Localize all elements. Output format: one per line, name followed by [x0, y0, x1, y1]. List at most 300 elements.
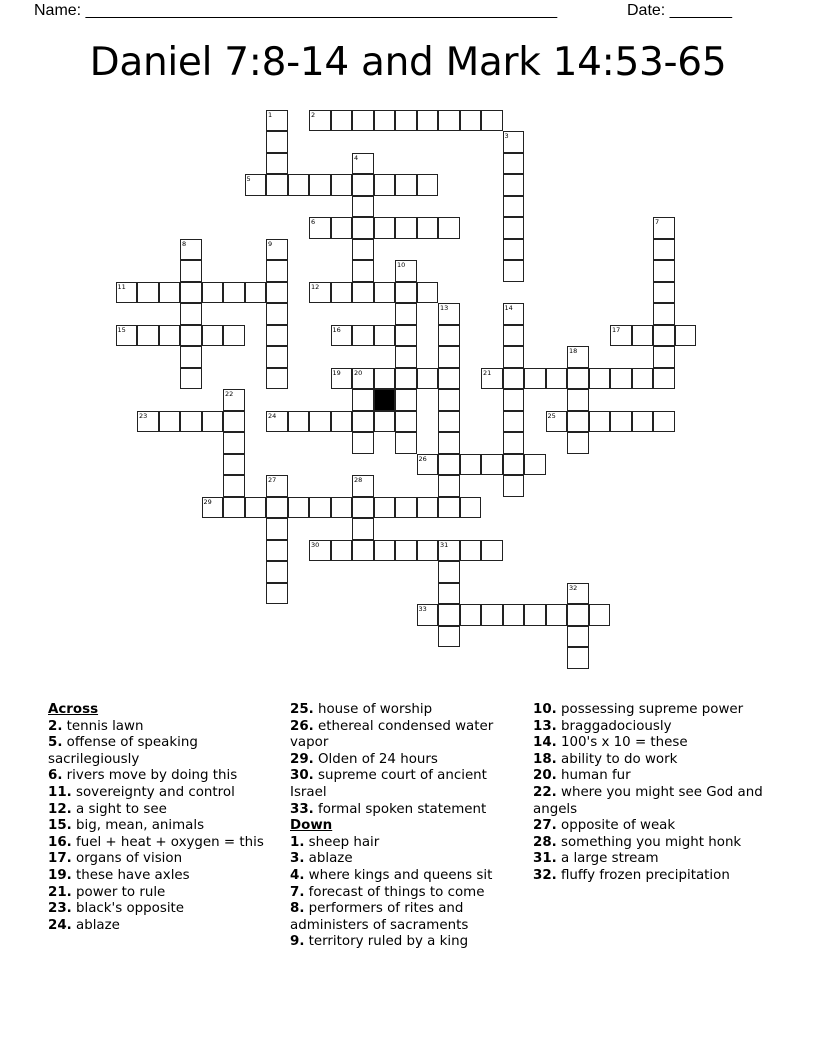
clue: [533, 835, 773, 852]
grid-cell[interactable]: [288, 174, 310, 196]
cell-number: 20: [354, 368, 363, 377]
grid-cell[interactable]: [417, 368, 439, 390]
down-heading: Down: [290, 818, 333, 834]
grid-cell[interactable]: [374, 325, 396, 347]
grid-cell[interactable]: [653, 303, 675, 325]
grid-cell[interactable]: [352, 540, 374, 562]
grid-cell[interactable]: [352, 368, 374, 390]
cell-number: 4: [354, 153, 359, 162]
grid-cell[interactable]: [417, 454, 439, 476]
grid-cell[interactable]: [503, 131, 525, 153]
grid-cell[interactable]: [460, 540, 482, 562]
grid-cell[interactable]: [266, 497, 288, 519]
grid-cell[interactable]: [352, 497, 374, 519]
clue-text: supreme court of ancient Israel: [290, 768, 487, 800]
clue: [290, 719, 526, 752]
clue: [290, 885, 526, 902]
grid-cell[interactable]: [438, 346, 460, 368]
grid-cell[interactable]: [374, 282, 396, 304]
clue-number: 20.: [533, 768, 557, 784]
cell-number: 33: [418, 605, 427, 613]
cell-number: 19: [332, 368, 341, 377]
cell-number: 27: [268, 476, 277, 484]
grid-cell[interactable]: [567, 604, 589, 626]
clue-text: fuel + heat + oxygen = this: [76, 834, 264, 850]
grid-cell[interactable]: [395, 432, 417, 454]
grid-cell[interactable]: [503, 454, 525, 476]
cell-number: 32: [569, 583, 578, 592]
grid-cell[interactable]: [331, 497, 353, 519]
grid-cell[interactable]: [438, 389, 460, 411]
grid-cell[interactable]: [653, 217, 675, 239]
grid-cell[interactable]: [266, 561, 288, 583]
grid-cell[interactable]: [288, 497, 310, 519]
grid-cell[interactable]: [159, 411, 181, 433]
grid-cell[interactable]: [395, 497, 417, 519]
name-label: Name:: [34, 2, 82, 19]
clue-number: 8.: [290, 901, 305, 917]
clue-number: 24.: [48, 917, 72, 933]
grid-cell[interactable]: [438, 454, 460, 476]
grid-cell[interactable]: [438, 475, 460, 497]
grid-cell[interactable]: [567, 432, 589, 454]
clue: [290, 868, 526, 885]
grid-cell[interactable]: [417, 282, 439, 304]
grid-cell[interactable]: [223, 282, 245, 304]
clue: [533, 785, 773, 818]
grid-cell[interactable]: [331, 540, 353, 562]
grid-cell[interactable]: [352, 475, 374, 497]
grid-cell[interactable]: [481, 540, 503, 562]
grid-cell[interactable]: [352, 196, 374, 218]
clue-text: a sight to see: [76, 801, 167, 817]
grid-cell[interactable]: [417, 540, 439, 562]
cell-number: 18: [569, 347, 578, 355]
grid-cell[interactable]: [438, 626, 460, 648]
grid-cell[interactable]: [567, 411, 589, 433]
grid-cell[interactable]: [352, 411, 374, 433]
grid-cell[interactable]: [653, 346, 675, 368]
clue-number: 30.: [290, 768, 314, 784]
grid-cell[interactable]: [266, 174, 288, 196]
grid-cell[interactable]: [503, 411, 525, 433]
clue: [48, 885, 286, 902]
grid-cell[interactable]: [503, 196, 525, 218]
grid-cell[interactable]: [653, 411, 675, 433]
clue-number: 13.: [533, 718, 557, 734]
grid-cell[interactable]: [159, 282, 181, 304]
date-blank: _______: [669, 2, 732, 19]
grid-cell[interactable]: [352, 282, 374, 304]
grid-cell[interactable]: [653, 368, 675, 390]
grid-cell[interactable]: [352, 325, 374, 347]
grid-cell[interactable]: [395, 346, 417, 368]
grid-cell[interactable]: [438, 561, 460, 583]
cell-number: 14: [504, 304, 513, 312]
cell-number: 15: [117, 325, 126, 334]
grid-cell[interactable]: [223, 475, 245, 497]
grid-cell[interactable]: [589, 368, 611, 390]
grid-cell[interactable]: [331, 217, 353, 239]
clue-text: where you might see God and angels: [533, 784, 763, 817]
grid-cell[interactable]: [653, 325, 675, 347]
grid-cell[interactable]: [223, 389, 245, 411]
clue-text: something you might honk: [561, 834, 742, 850]
clue-number: 7.: [290, 884, 305, 900]
clue-text: performers of rites and administers of sacraments: [290, 901, 469, 933]
grid-cell[interactable]: [374, 174, 396, 196]
clue-text: sovereignty and control: [76, 784, 235, 800]
cell-number: 10: [397, 261, 406, 269]
grid-cell[interactable]: [653, 282, 675, 304]
grid-cell[interactable]: [352, 217, 374, 239]
clue: [533, 735, 773, 752]
clue-number: 15.: [48, 818, 72, 834]
cell-number: 9: [268, 239, 273, 248]
grid-cell[interactable]: [481, 368, 503, 390]
grid-cell[interactable]: [374, 540, 396, 562]
grid-cell[interactable]: [352, 153, 374, 175]
grid-cell[interactable]: [352, 239, 374, 261]
grid-cell[interactable]: [395, 411, 417, 433]
grid-cell[interactable]: [352, 110, 374, 132]
grid-cell[interactable]: [417, 217, 439, 239]
grid-cell[interactable]: [503, 346, 525, 368]
clue-number: 14.: [533, 735, 557, 751]
cell-number: 2: [311, 110, 316, 119]
grid-cell[interactable]: [374, 368, 396, 390]
grid-cell[interactable]: [438, 325, 460, 347]
grid-cell[interactable]: [610, 368, 632, 390]
grid-cell[interactable]: [653, 239, 675, 261]
grid-cell[interactable]: [567, 368, 589, 390]
grid-cell[interactable]: [266, 260, 288, 282]
grid-cell[interactable]: [223, 454, 245, 476]
clue: [290, 934, 526, 951]
clue: [533, 752, 773, 769]
grid-cell[interactable]: [202, 282, 224, 304]
grid-cell[interactable]: [352, 260, 374, 282]
grid-cell[interactable]: [395, 325, 417, 347]
clue-number: 2.: [48, 718, 63, 734]
grid-cell[interactable]: [567, 346, 589, 368]
grid-cell[interactable]: [395, 368, 417, 390]
grid-cell[interactable]: [438, 432, 460, 454]
grid-cell[interactable]: [503, 260, 525, 282]
clue-text: forecast of things to come: [308, 884, 485, 900]
grid-cell[interactable]: [395, 260, 417, 282]
grid-cell[interactable]: [503, 325, 525, 347]
grid-cell[interactable]: [309, 217, 331, 239]
grid-cell[interactable]: [546, 368, 568, 390]
grid-cell[interactable]: [309, 110, 331, 132]
grid-cell[interactable]: [481, 454, 503, 476]
grid-cell[interactable]: [524, 454, 546, 476]
date-label: Date:: [627, 2, 666, 19]
cell-number: 28: [354, 476, 363, 484]
grid-cell[interactable]: [180, 303, 202, 325]
clue-number: 21.: [48, 884, 72, 900]
grid-cell[interactable]: [180, 260, 202, 282]
grid-cell[interactable]: [546, 604, 568, 626]
grid-cell[interactable]: [223, 497, 245, 519]
clue-text: braggadociously: [561, 718, 672, 734]
grid-cell[interactable]: [438, 497, 460, 519]
grid-cell[interactable]: [266, 475, 288, 497]
grid-cell[interactable]: [503, 368, 525, 390]
grid-cell[interactable]: [137, 282, 159, 304]
clue: [48, 735, 286, 768]
grid-cell[interactable]: [653, 260, 675, 282]
grid-cell[interactable]: [632, 325, 654, 347]
grid-cell[interactable]: [202, 411, 224, 433]
clue: [48, 835, 286, 852]
grid-cell[interactable]: [245, 497, 267, 519]
grid-cell[interactable]: [202, 497, 224, 519]
grid-cell[interactable]: [417, 604, 439, 626]
grid-cell[interactable]: [266, 153, 288, 175]
grid-cell[interactable]: [202, 325, 224, 347]
grid-cell[interactable]: [180, 239, 202, 261]
grid-cell[interactable]: [180, 346, 202, 368]
cell-number: 6: [311, 218, 316, 226]
clue-number: 31.: [533, 851, 557, 867]
grid-cell[interactable]: [481, 604, 503, 626]
grid-cell[interactable]: [503, 174, 525, 196]
grid-cell[interactable]: [266, 131, 288, 153]
clue-number: 10.: [533, 702, 557, 717]
grid-cell[interactable]: [309, 497, 331, 519]
clue-number: 16.: [48, 834, 72, 850]
grid-cell[interactable]: [352, 389, 374, 411]
grid-cell[interactable]: [266, 540, 288, 562]
grid-cell[interactable]: [331, 411, 353, 433]
grid-cell[interactable]: [266, 346, 288, 368]
grid-cell[interactable]: [395, 389, 417, 411]
grid-cell[interactable]: [395, 110, 417, 132]
grid-cell[interactable]: [417, 497, 439, 519]
grid-cell[interactable]: [438, 604, 460, 626]
clues-column-3: [533, 702, 773, 885]
grid-cell[interactable]: [395, 282, 417, 304]
grid-cell[interactable]: [309, 411, 331, 433]
grid-cell[interactable]: [180, 368, 202, 390]
grid-cell[interactable]: [524, 604, 546, 626]
clue: [48, 868, 286, 885]
clue-number: 6.: [48, 768, 63, 784]
grid-cell[interactable]: [180, 282, 202, 304]
clue-number: 18.: [533, 751, 557, 767]
grid-cell[interactable]: [460, 604, 482, 626]
grid-cell[interactable]: [438, 303, 460, 325]
grid-cell[interactable]: [374, 411, 396, 433]
clue-text: 100's x 10 = these: [561, 735, 688, 751]
grid-cell[interactable]: [503, 475, 525, 497]
cell-number: 1: [268, 110, 273, 119]
grid-cell[interactable]: [374, 110, 396, 132]
clue: [48, 802, 286, 819]
grid-cell[interactable]: [589, 604, 611, 626]
grid-cell[interactable]: [180, 325, 202, 347]
clue: [533, 768, 773, 785]
grid-cell[interactable]: [632, 411, 654, 433]
grid-cell[interactable]: [481, 110, 503, 132]
cell-number: 29: [203, 497, 212, 506]
clue-text: opposite of weak: [561, 818, 676, 834]
clue-number: 22.: [533, 784, 557, 800]
cell-number: 22: [225, 390, 234, 398]
grid-cell[interactable]: [438, 110, 460, 132]
clue: [533, 818, 773, 835]
cell-number: 24: [268, 411, 277, 420]
grid-cell[interactable]: [503, 432, 525, 454]
clue-text: fluffy frozen precipitation: [561, 867, 730, 883]
grid-cell[interactable]: [223, 411, 245, 433]
grid-cell[interactable]: [116, 282, 138, 304]
grid-cell[interactable]: [116, 325, 138, 347]
cell-number: 25: [547, 411, 556, 420]
clue-text: these have axles: [76, 867, 190, 883]
grid-cell[interactable]: [374, 497, 396, 519]
grid-cell[interactable]: [331, 174, 353, 196]
grid-cell[interactable]: [524, 368, 546, 390]
grid-cell[interactable]: [503, 389, 525, 411]
grid-cell[interactable]: [266, 583, 288, 605]
grid-cell[interactable]: [180, 411, 202, 433]
grid-cell[interactable]: [137, 325, 159, 347]
clue-text: power to rule: [76, 884, 166, 900]
clue-text: rivers move by doing this: [66, 768, 238, 784]
clue: [48, 818, 286, 835]
grid-cell[interactable]: [589, 411, 611, 433]
clue-number: 9.: [290, 934, 305, 950]
clue-text: Olden of 24 hours: [318, 751, 438, 767]
grid-cell[interactable]: [266, 411, 288, 433]
grid-cell[interactable]: [223, 325, 245, 347]
clue-number: 27.: [533, 818, 557, 834]
grid-cell[interactable]: [460, 110, 482, 132]
grid-cell[interactable]: [223, 432, 245, 454]
grid-cell[interactable]: [374, 217, 396, 239]
clue-number: 11.: [48, 784, 72, 800]
grid-cell[interactable]: [438, 368, 460, 390]
grid-cell[interactable]: [417, 174, 439, 196]
clue: [533, 702, 773, 719]
grid-cell[interactable]: [567, 389, 589, 411]
grid-cell[interactable]: [503, 153, 525, 175]
grid-cell[interactable]: [438, 217, 460, 239]
grid-cell[interactable]: [675, 325, 697, 347]
clue-number: 3.: [290, 851, 305, 867]
grid-cell[interactable]: [266, 110, 288, 132]
across-heading: Across: [48, 702, 99, 717]
grid-cell[interactable]: [395, 174, 417, 196]
clue: [48, 768, 286, 785]
grid-cell[interactable]: [309, 174, 331, 196]
grid-cell[interactable]: [610, 411, 632, 433]
grid-cell[interactable]: [567, 583, 589, 605]
grid-cell[interactable]: [266, 518, 288, 540]
grid-cell[interactable]: [352, 174, 374, 196]
grid-cell[interactable]: [331, 110, 353, 132]
grid-cell[interactable]: [610, 325, 632, 347]
cell-number: 12: [311, 282, 320, 291]
clue-text: ablaze: [76, 917, 120, 933]
clue: [290, 851, 526, 868]
grid-cell[interactable]: [503, 303, 525, 325]
clue: [290, 768, 526, 801]
clue-text: where kings and queens sit: [308, 867, 493, 883]
grid-cell[interactable]: [395, 217, 417, 239]
clue-text: human fur: [561, 768, 631, 784]
clue-number: 19.: [48, 867, 72, 883]
grid-cell[interactable]: [438, 411, 460, 433]
clue: [290, 802, 526, 819]
clue: [48, 901, 286, 918]
grid-cell[interactable]: [309, 282, 331, 304]
clue: [290, 752, 526, 769]
grid-cell[interactable]: [352, 432, 374, 454]
clue-text: black's opposite: [76, 901, 185, 917]
grid-cell[interactable]: [417, 110, 439, 132]
clue-number: 12.: [48, 801, 72, 817]
grid-cell[interactable]: [331, 282, 353, 304]
clue-number: 28.: [533, 834, 557, 850]
grid-cell[interactable]: [266, 282, 288, 304]
clue-number: 17.: [48, 851, 72, 867]
clue-text: tennis lawn: [66, 718, 144, 734]
grid-cell[interactable]: [309, 540, 331, 562]
grid-cell[interactable]: [137, 411, 159, 433]
grid-cell[interactable]: [245, 174, 267, 196]
grid-cell[interactable]: [438, 540, 460, 562]
grid-cell[interactable]: [546, 411, 568, 433]
grid-cell[interactable]: [331, 368, 353, 390]
clue: [48, 785, 286, 802]
grid-cell[interactable]: [632, 368, 654, 390]
grid-cell[interactable]: [266, 303, 288, 325]
name-blank: _____________________________________________________: [85, 2, 558, 19]
grid-cell[interactable]: [460, 454, 482, 476]
grid-cell[interactable]: [567, 626, 589, 648]
clue: [48, 719, 286, 736]
clue-text: possessing supreme power: [561, 702, 744, 717]
grid-cell[interactable]: [460, 497, 482, 519]
clue-number: 4.: [290, 867, 305, 883]
grid-cell[interactable]: [503, 239, 525, 261]
grid-cell[interactable]: [288, 411, 310, 433]
grid-cell[interactable]: [395, 540, 417, 562]
grid-cell[interactable]: [567, 647, 589, 669]
grid-cell[interactable]: [159, 325, 181, 347]
grid-cell[interactable]: [266, 325, 288, 347]
cell-number: 13: [440, 304, 449, 312]
grid-cell[interactable]: [503, 604, 525, 626]
grid-cell[interactable]: [503, 217, 525, 239]
cell-number: 31: [440, 540, 449, 549]
grid-cell[interactable]: [266, 239, 288, 261]
grid-cell[interactable]: [245, 282, 267, 304]
clue-text: organs of vision: [76, 851, 183, 867]
grid-cell[interactable]: [395, 303, 417, 325]
grid-cell[interactable]: [266, 368, 288, 390]
grid-cell[interactable]: [352, 518, 374, 540]
grid-cell[interactable]: [331, 325, 353, 347]
grid-cell[interactable]: [438, 583, 460, 605]
cell-number: 23: [139, 411, 148, 420]
clue-number: 29.: [290, 751, 314, 767]
cell-number: 7: [655, 218, 660, 226]
